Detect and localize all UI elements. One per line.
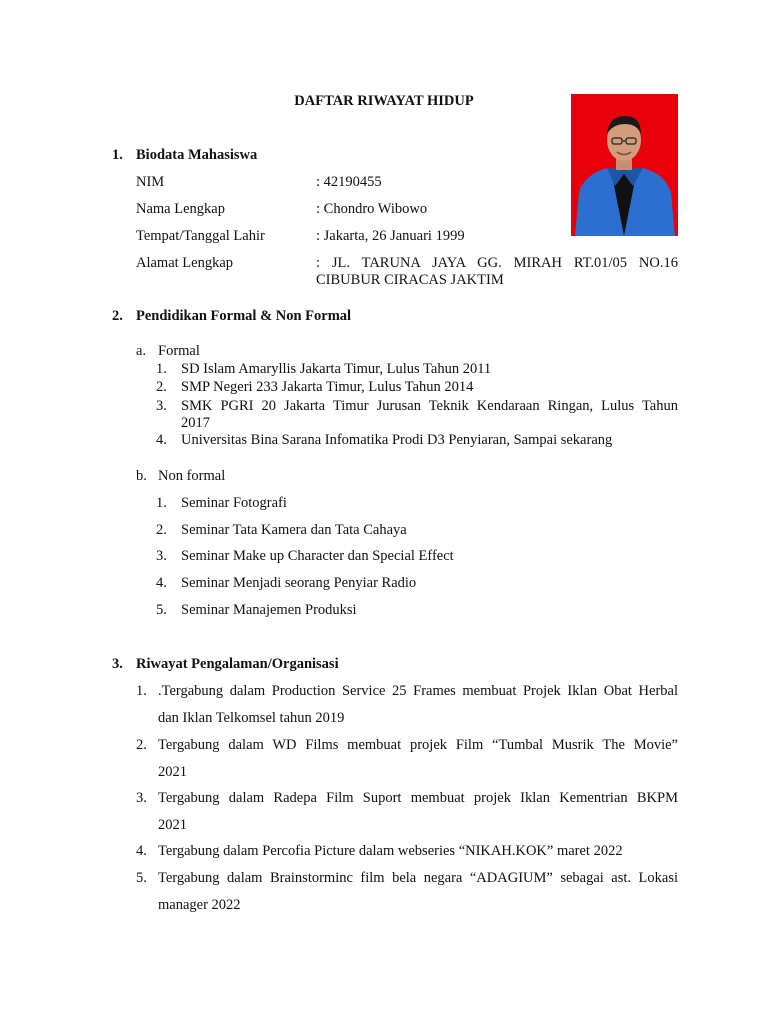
- section-number: 2.: [112, 308, 123, 324]
- bio-value-address: : JL. TARUNA JAYA GG. MIRAH RT.01/05 NO.16: [316, 255, 678, 271]
- list-number: 5.: [156, 602, 167, 618]
- list-item-line2: dan Iklan Telkomsel tahun 2019: [158, 710, 345, 726]
- section-3-heading: [112, 656, 339, 673]
- list-item-line2: 2021: [158, 764, 187, 780]
- list-number: 4.: [156, 432, 167, 448]
- bio-label-address: Alamat Lengkap: [136, 255, 234, 271]
- section-2-heading: [112, 308, 351, 325]
- list-item: Seminar Tata Kamera dan Tata Cahaya: [181, 522, 407, 538]
- list-number: 4.: [136, 843, 147, 859]
- list-item: Seminar Menjadi seorang Penyiar Radio: [181, 575, 417, 591]
- section-number: 3.: [112, 656, 123, 672]
- list-item: Seminar Manajemen Produksi: [181, 602, 357, 618]
- section-title: Pendidikan Formal & Non Formal: [136, 308, 352, 324]
- nonformal-letter: b.: [136, 468, 147, 484]
- list-item: Seminar Fotografi: [181, 495, 287, 511]
- bio-value-birth: : Jakarta, 26 Januari 1999: [316, 228, 465, 244]
- list-item: Tergabung dalam Radepa Film Suport membuat projek Iklan Kementrian BKPM: [158, 790, 678, 806]
- list-item: .Tergabung dalam Production Service 25 Frames membuat Projek Iklan Obat Herbal: [158, 683, 678, 699]
- list-number: 1.: [156, 361, 167, 377]
- list-number: 1.: [156, 495, 167, 511]
- section-title: Biodata Mahasiswa: [136, 147, 258, 163]
- list-number: 3.: [156, 398, 167, 414]
- profile-photo: [571, 94, 678, 236]
- list-number: 4.: [156, 575, 167, 591]
- section-title: Riwayat Pengalaman/Organisasi: [136, 656, 339, 672]
- list-item-line2: manager 2022: [158, 897, 241, 913]
- list-number: 2.: [156, 379, 167, 395]
- bio-label-name: Nama Lengkap: [136, 201, 225, 217]
- list-number: 2.: [156, 522, 167, 538]
- bio-value-name: : Chondro Wibowo: [316, 201, 428, 217]
- list-item: SD Islam Amaryllis Jakarta Timur, Lulus Tahun 2011: [181, 361, 492, 377]
- list-item: Universitas Bina Sarana Infomatika Prodi D3 Penyiaran, Sampai sekarang: [181, 432, 613, 448]
- bio-label-nim: NIM: [136, 174, 165, 190]
- list-item-line2: 2017: [181, 415, 210, 431]
- list-number: 1.: [136, 683, 147, 699]
- list-number: 5.: [136, 870, 147, 886]
- formal-label: Formal: [158, 343, 200, 359]
- list-item-line2: 2021: [158, 817, 187, 833]
- list-number: 3.: [136, 790, 147, 806]
- list-item: SMP Negeri 233 Jakarta Timur, Lulus Tahun 2014: [181, 379, 474, 395]
- list-number: 3.: [156, 548, 167, 564]
- bio-value-address-line2: CIBUBUR CIRACAS JAKTIM: [316, 272, 504, 288]
- nonformal-label: Non formal: [158, 468, 226, 484]
- bio-value-nim: : 42190455: [316, 174, 382, 190]
- section-1-heading: [112, 147, 257, 164]
- list-item: Tergabung dalam WD Films membuat projek Film “Tumbal Musrik The Movie”: [158, 737, 678, 753]
- list-item: SMK PGRI 20 Jakarta Timur Jurusan Teknik Kendaraan Ringan, Lulus Tahun: [181, 398, 678, 414]
- list-item: Tergabung dalam Brainstorminc film bela negara “ADAGIUM” sebagai ast. Lokasi: [158, 870, 678, 886]
- bio-label-birth: Tempat/Tanggal Lahir: [136, 228, 265, 244]
- list-item: Seminar Make up Character dan Special Effect: [181, 548, 454, 564]
- person-portrait-icon: [571, 94, 678, 236]
- section-number: 1.: [112, 147, 123, 163]
- list-item: Tergabung dalam Percofia Picture dalam webseries “NIKAH.KOK” maret 2022: [158, 843, 623, 859]
- list-number: 2.: [136, 737, 147, 753]
- formal-letter: a.: [136, 343, 147, 359]
- document-title: DAFTAR RIWAYAT HIDUP: [294, 93, 474, 109]
